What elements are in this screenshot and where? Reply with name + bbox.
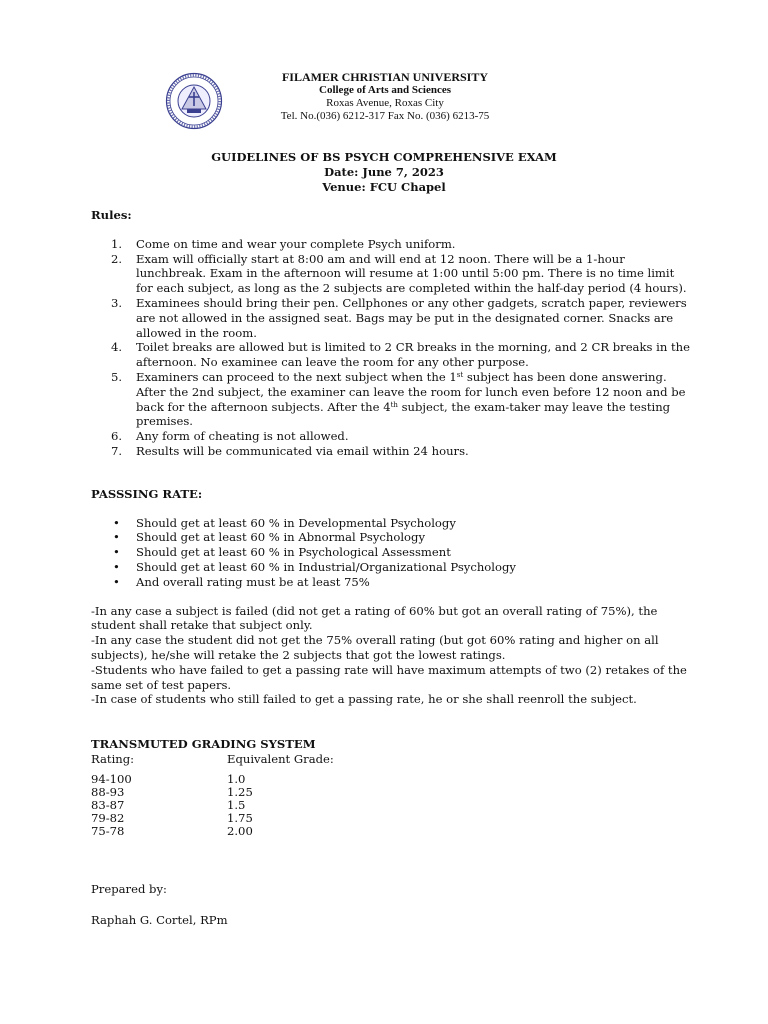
bullet-item [91,516,691,531]
grade-cell: 1.0 [227,771,246,786]
bullet-text: And overall rating must be at least 75% [136,574,370,589]
list-item [91,252,691,296]
rules-heading: Rules: [91,208,132,222]
rating-cell: 79-82 [91,810,125,825]
grade-cell: 1.5 [227,797,246,812]
bullet-item [91,545,691,560]
bullet-item [91,530,691,545]
bullet-icon: • [113,530,120,545]
title-line: GUIDELINES OF BS PSYCH COMPREHENSIVE EXAM [211,150,557,164]
document-title [0,150,768,195]
rating-cell: 88-93 [91,784,125,799]
address: Roxas Avenue, Roxas City [326,97,444,109]
bullet-text: Should get at least 60 % in Psychological Assessment [136,545,451,560]
item-text: subject, the exam-taker may leave the testing premises. [136,399,671,429]
letterhead [250,71,520,123]
bullet-text: Should get at least 60 % in Developmental Psychology [136,515,456,530]
exam-date: Date: June 7, 2023 [324,165,444,179]
item-number: 6. [111,429,123,444]
note-paragraph: -Students who have failed to get a passing rate will have maximum attempts of two (2) retakes of the same set of test papers. [91,662,687,692]
item-text: Results will be communicated via email within 24 hours. [136,443,469,458]
rating-cell: 75-78 [91,823,125,838]
item-text: Toilet breaks are allowed but is limited to 2 CR breaks in the morning, and 2 CR breaks in the afternoon. No examinee can leave the room for any other purpose. [136,340,690,370]
item-number: 5. [111,369,123,384]
grade-column-header: Equivalent Grade: [227,751,334,766]
item-text: Any form of cheating is not allowed. [136,429,349,444]
grading-header-row [91,752,691,767]
note-paragraph: -In case of students who still failed to get a passing rate, he or she shall reenroll the subject. [91,692,637,707]
bullet-icon: • [113,559,120,574]
grading-heading: TRANSMUTED GRADING SYSTEM [91,737,316,752]
item-text: Examinees should bring their pen. Cellphones or any other gadgets, scratch paper, reviewers are not allowed in the assigned seat. Bags may be put in the designated corner. Snacks are allowed in the room. [136,295,687,340]
rules-list [91,237,691,459]
note-paragraph: -In any case a subject is failed (did not get a rating of 60% but got an overall rating of 75%), the student shall retake that subject only. [91,603,658,633]
item-number: 1. [111,236,123,251]
rating-cell: 94-100 [91,771,132,786]
bullet-item [91,575,691,590]
preparer-name: Raphah G. Cortel, RPm [91,912,228,927]
note-paragraph: -In any case the student did not get the 75% overall rating (but got 60% rating and higher on all subjects), he/she will retake the 2 subjects that got the lowest ratings. [91,633,659,662]
exam-venue: Venue: FCU Chapel [322,180,446,194]
list-item [91,429,691,444]
item-text: subject has been done answering. After the 2nd subject, the examiner can leave the room for lunch even before 12 noon and be back for the afternoon subjects. After the 4 [136,369,686,414]
item-number: 3. [111,295,123,310]
passing-notes [91,604,691,708]
contact-numbers: Tel. No.(036) 6212-317 Fax No. (036) 6213-75 [280,110,490,122]
bullet-text: Should get at least 60 % in Industrial/Organizational Psychology [136,559,516,574]
grade-cell: 1.75 [227,810,253,825]
table-row [91,773,691,786]
college-name: College of Arts and Sciences [319,84,451,96]
rating-column-header: Rating: [91,751,135,766]
grade-cell: 2.00 [227,823,253,838]
table-row [91,812,691,825]
item-number: 7. [111,443,123,458]
item-text: Exam will officially start at 8:00 am and will end at 12 noon. There will be a 1-hour lunchbreak. Exam in the afternoon will resume at 1:00 until 5:00 pm. There is no time limit for each subject, as long as the 2 subjects are completed within the half-day period (4 hours). [136,251,687,296]
item-text: Examiners can proceed to the next subject when the 1 [136,369,457,384]
bullet-icon: • [113,545,120,560]
item-number: 2. [111,251,123,266]
document-body [91,208,691,927]
rating-cell: 83-87 [91,797,125,812]
grading-table [91,773,691,838]
university-seal-icon [165,72,223,130]
item-text: Come on time and wear your complete Psych uniform. [136,236,456,251]
table-row [91,825,691,838]
university-name: FILAMER CHRISTIAN UNIVERSITY [281,70,489,84]
passing-rate-heading: PASSSING RATE: [91,486,203,501]
passing-rate-list [91,516,691,590]
bullet-icon: • [113,574,120,589]
item-number: 4. [111,340,123,355]
list-item [91,370,691,429]
bullet-text: Should get at least 60 % in Abnormal Psychology [136,530,426,545]
bullet-item [91,560,691,575]
bullet-icon: • [113,515,120,530]
list-item [91,340,691,370]
list-item [91,444,691,459]
table-row [91,786,691,799]
grade-cell: 1.25 [227,784,253,799]
superscript: st [456,370,464,379]
superscript: th [390,400,398,409]
list-item [91,237,691,252]
prepared-by-label: Prepared by: [91,881,167,896]
table-row [91,799,691,812]
list-item [91,296,691,340]
